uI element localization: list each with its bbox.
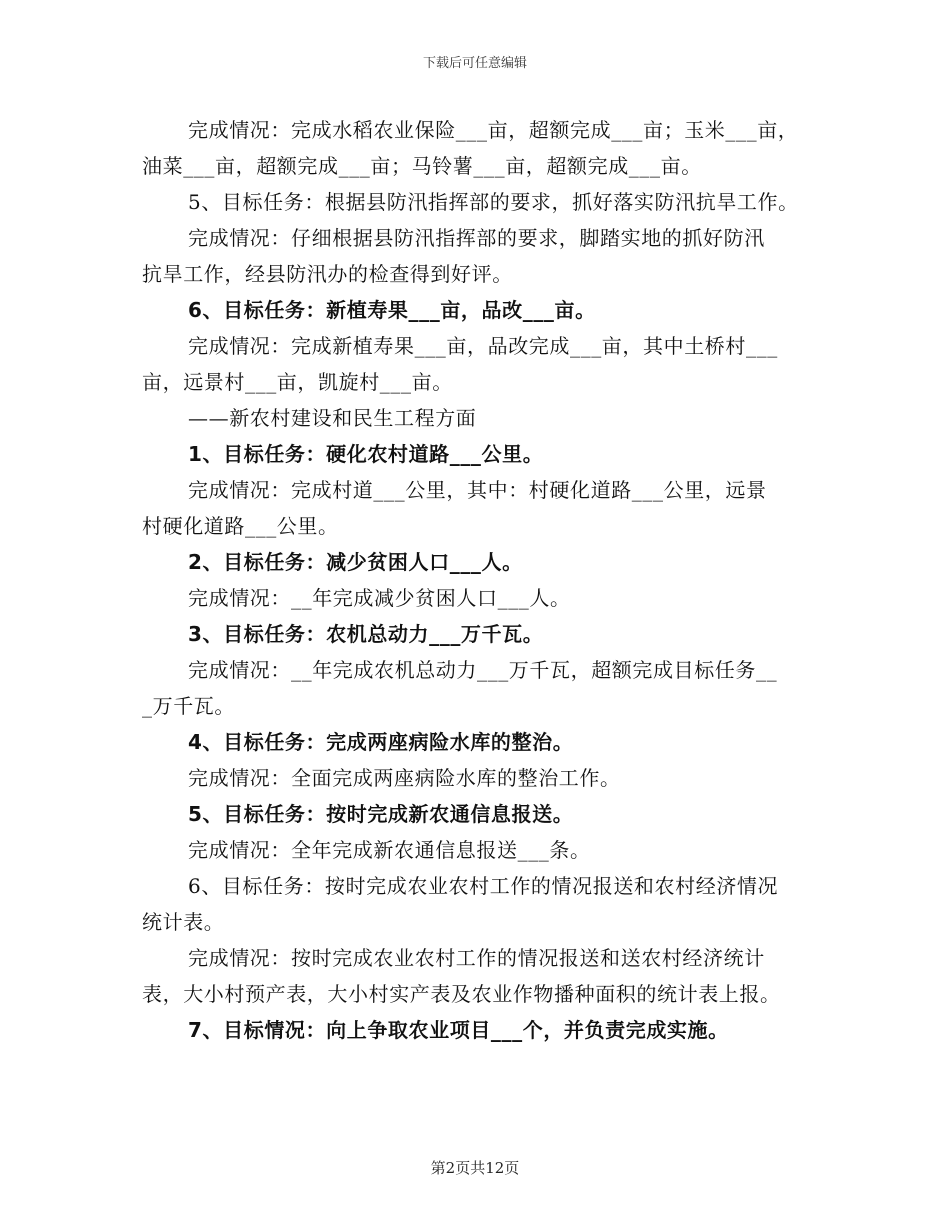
section-heading: 4、目标任务：完成两座病险水库的整治。 bbox=[188, 730, 574, 754]
paragraph-line: 完成情况：仔细根据县防汛指挥部的要求，脚踏实地的抓好防汛 bbox=[188, 226, 765, 250]
paragraph-line: 完成情况：完成水稻农业保险___亩，超额完成___亩；玉米___亩， bbox=[188, 118, 799, 142]
paragraph-line: _万千瓦。 bbox=[142, 694, 235, 718]
paragraph-line: 村硬化道路___公里。 bbox=[142, 514, 339, 538]
page-header: 下载后可任意编辑 bbox=[422, 56, 527, 71]
page-footer: 第2页共12页 bbox=[430, 1159, 520, 1177]
paragraph-line: 完成情况：__年完成农机总动力___万千瓦，超额完成目标任务__ bbox=[188, 658, 778, 682]
section-heading: 7、目标情况：向上争取农业项目___个，并负责完成实施。 bbox=[188, 1018, 729, 1042]
paragraph-line: 油菜___亩，超额完成___亩；马铃薯___亩，超额完成___亩。 bbox=[142, 154, 702, 178]
section-heading: 1、目标任务：硬化农村道路___公里。 bbox=[188, 442, 544, 466]
paragraph-line: 表，大小村预产表，大小村实产表及农业作物播种面积的统计表上报。 bbox=[142, 982, 781, 1006]
paragraph-line: 完成情况：完成村道___公里，其中：村硬化道路___公里，远景 bbox=[188, 478, 767, 502]
paragraph-line: 完成情况：全面完成两座病险水库的整治工作。 bbox=[188, 766, 621, 790]
paragraph-line: 完成情况：按时完成农业农村工作的情况报送和送农村经济统计 bbox=[188, 946, 765, 970]
paragraph-line: 亩，远景村___亩，凯旋村___亩。 bbox=[142, 370, 453, 394]
paragraph-line: ——新农村建设和民生工程方面 bbox=[188, 406, 477, 430]
paragraph-line: 完成情况：__年完成减少贫困人口___人。 bbox=[188, 586, 571, 610]
paragraph-line: 完成情况：全年完成新农通信息报送___条。 bbox=[188, 838, 591, 862]
section-heading: 2、目标任务：减少贫困人口___人。 bbox=[188, 550, 523, 574]
section-heading: 3、目标任务：农机总动力___万千瓦。 bbox=[188, 622, 544, 646]
section-heading: 6、目标任务：新植寿果___亩，品改___亩。 bbox=[188, 298, 596, 322]
document-body bbox=[142, 112, 822, 1048]
paragraph-line: 统计表。 bbox=[142, 910, 225, 934]
paragraph-line: 6、目标任务：按时完成农业农村工作的情况报送和农村经济情况 bbox=[188, 874, 779, 898]
paragraph-line: 抗旱工作，经县防汛办的检查得到好评。 bbox=[142, 262, 513, 286]
section-heading: 5、目标任务：按时完成新农通信息报送。 bbox=[188, 802, 574, 826]
paragraph-line: 5、目标任务：根据县防汛指挥部的要求，抓好落实防汛抗旱工作。 bbox=[188, 190, 799, 214]
paragraph-line: 完成情况：完成新植寿果___亩，品改完成___亩，其中土桥村___ bbox=[188, 334, 778, 358]
